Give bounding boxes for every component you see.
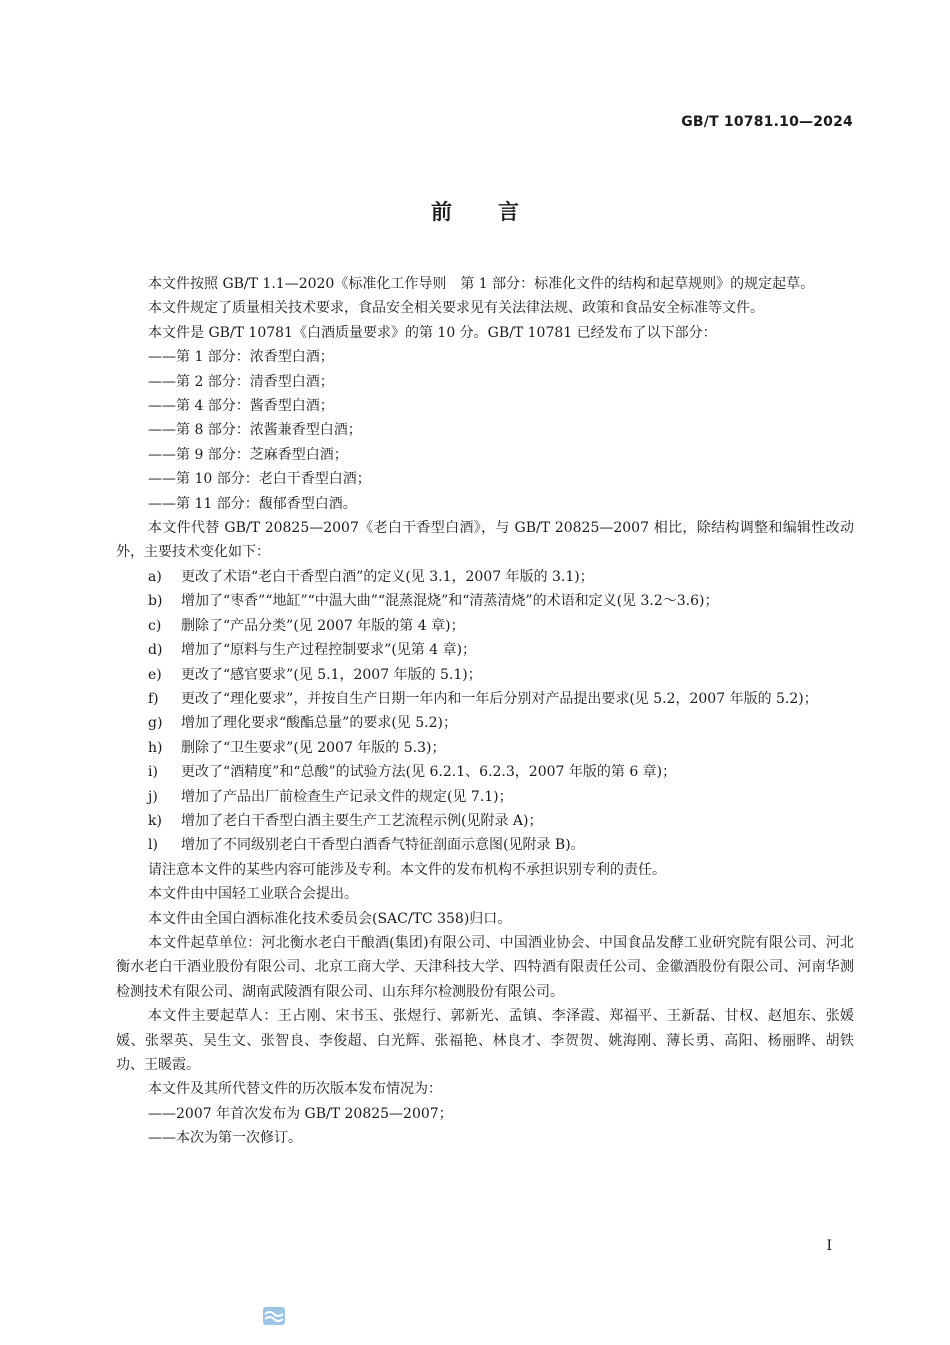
- paragraph-proposed-by: 本文件由中国轻工业联合会提出。: [148, 886, 358, 903]
- publisher-logo-icon: [262, 1305, 286, 1327]
- change-label: f): [148, 690, 159, 707]
- paragraph-drafting-rules: 本文件按照 GB/T 1.1—2020《标准化工作导则 第 1 部分：标准化文件的结构和起草规则》的规定起草。: [148, 276, 815, 292]
- change-text: 增加了产品出厂前检查生产记录文件的规定(见 7.1)；: [181, 788, 513, 805]
- paragraph-patent-notice: 请注意本文件的某些内容可能涉及专利。本文件的发布机构不承担识别专利的责任。: [148, 861, 666, 878]
- change-label: k): [148, 812, 162, 829]
- change-item: [116, 589, 854, 613]
- history-list-item: ——本次为第一次修订。: [148, 1130, 302, 1147]
- change-text: 增加了理化要求“酸酯总量”的要求(见 5.2)；: [181, 715, 457, 732]
- change-item: [116, 736, 854, 760]
- change-text: 删除了“产品分类”(见 2007 年版的第 4 章)；: [181, 617, 465, 634]
- change-item: [116, 565, 854, 589]
- change-text: 更改了术语“老白干香型白酒”的定义(见 3.1，2007 年版的 3.1)；: [181, 568, 594, 585]
- change-text: 增加了“枣香”“地缸”“中温大曲”“混蒸混烧”和“清蒸清烧”的术语和定义(见 3.2～3.6)；: [181, 593, 719, 610]
- change-label: j): [148, 788, 158, 805]
- change-text: 删除了“卫生要求”(见 2007 年版的 5.3)；: [181, 739, 446, 756]
- paragraph-parts-intro: 本文件是 GB/T 10781《白酒质量要求》的第 10 分。GB/T 10781 已经发布了以下部分：: [148, 324, 717, 341]
- change-text: 更改了“感官要求”(见 5.1，2007 年版的 5.1)；: [181, 666, 482, 683]
- history-list-item: ——2007 年首次发布为 GB/T 20825—2007；: [148, 1105, 453, 1122]
- change-label: b): [148, 593, 163, 610]
- change-text: 增加了“原料与生产过程控制要求”(见第 4 章)；: [181, 642, 477, 659]
- parts-list-item: ——第 11 部分：馥郁香型白酒。: [148, 495, 357, 512]
- change-label: c): [148, 617, 162, 634]
- change-item: [116, 833, 854, 857]
- change-item: [116, 809, 854, 833]
- change-item: [116, 785, 854, 809]
- paragraph-drafters: 本文件主要起草人：王占刚、宋书玉、张煜行、郭新光、孟镇、李泽霞、郑福平、王新磊、甘权、赵旭东、张媛媛、张翠英、吴生文、张智良、李俊超、白光辉、张福艳、林良才、李贺贺、姚海刚、薄长勇、高阳、杨丽晔、胡铁功、王暖霞。: [116, 1008, 854, 1073]
- change-item: [116, 687, 854, 711]
- change-text: 增加了老白干香型白酒主要生产工艺流程示例(见附录 A)；: [181, 812, 543, 829]
- change-label: i): [148, 764, 158, 781]
- change-label: d): [148, 642, 163, 659]
- paragraph-drafting-units: 本文件起草单位：河北衡水老白干酿酒(集团)有限公司、中国酒业协会、中国食品发酵工业研究院有限公司、河北衡水老白干酒业股份有限公司、北京工商大学、天津科技大学、四特酒有限责任公司、金徽酒股份有限公司、河南华测检测技术有限公司、湖南武陵酒有限公司、山东拜尔检测股份有限公司。: [116, 934, 854, 1000]
- paragraph-scope: 本文件规定了质量相关技术要求，食品安全相关要求见有关法律法规、政策和食品安全标准等文件。: [148, 300, 764, 317]
- change-label: l): [148, 837, 158, 854]
- page-number: I: [826, 1238, 832, 1254]
- change-text: 更改了“理化要求”，并按自生产日期一年内和一年后分别对产品提出要求(见 5.2，2007 年版的 5.2)；: [181, 690, 818, 707]
- change-label: e): [148, 666, 162, 683]
- page-title: 前言: [431, 200, 565, 224]
- change-item: [116, 663, 854, 687]
- change-item: [116, 638, 854, 662]
- parts-list-item: ——第 10 部分：老白干香型白酒；: [148, 471, 371, 488]
- parts-list-item: ——第 2 部分：清香型白酒；: [148, 373, 334, 390]
- change-item: [116, 760, 854, 784]
- change-label: g): [148, 715, 163, 732]
- change-item: [116, 711, 854, 735]
- parts-list-item: ——第 9 部分：芝麻香型白酒；: [148, 446, 348, 463]
- parts-list-item: ——第 1 部分：浓香型白酒；: [148, 349, 334, 366]
- parts-list-item: ——第 4 部分：酱香型白酒；: [148, 398, 334, 415]
- change-text: 更改了“酒精度”和“总酸”的试验方法(见 6.2.1、6.2.3，2007 年版的第 6 章)；: [181, 764, 677, 781]
- foreword-body: [116, 272, 854, 1151]
- standard-code: GB/T 10781.10—2024: [681, 114, 853, 130]
- change-item: [116, 614, 854, 638]
- change-label: a): [148, 568, 162, 585]
- paragraph-administered-by: 本文件由全国白酒标准化技术委员会(SAC/TC 358)归口。: [148, 910, 512, 927]
- change-label: h): [148, 739, 163, 756]
- parts-list-item: ——第 8 部分：浓酱兼香型白酒；: [148, 422, 362, 439]
- change-text: 增加了不同级别老白干香型白酒香气特征剖面示意图(见附录 B)。: [181, 837, 585, 854]
- paragraph-history-intro: 本文件及其所代替文件的历次版本发布情况为：: [148, 1081, 442, 1098]
- paragraph-replacement: 本文件代替 GB/T 20825—2007《老白干香型白酒》，与 GB/T 20825—2007 相比，除结构调整和编辑性改动外，主要技术变化如下：: [116, 520, 854, 561]
